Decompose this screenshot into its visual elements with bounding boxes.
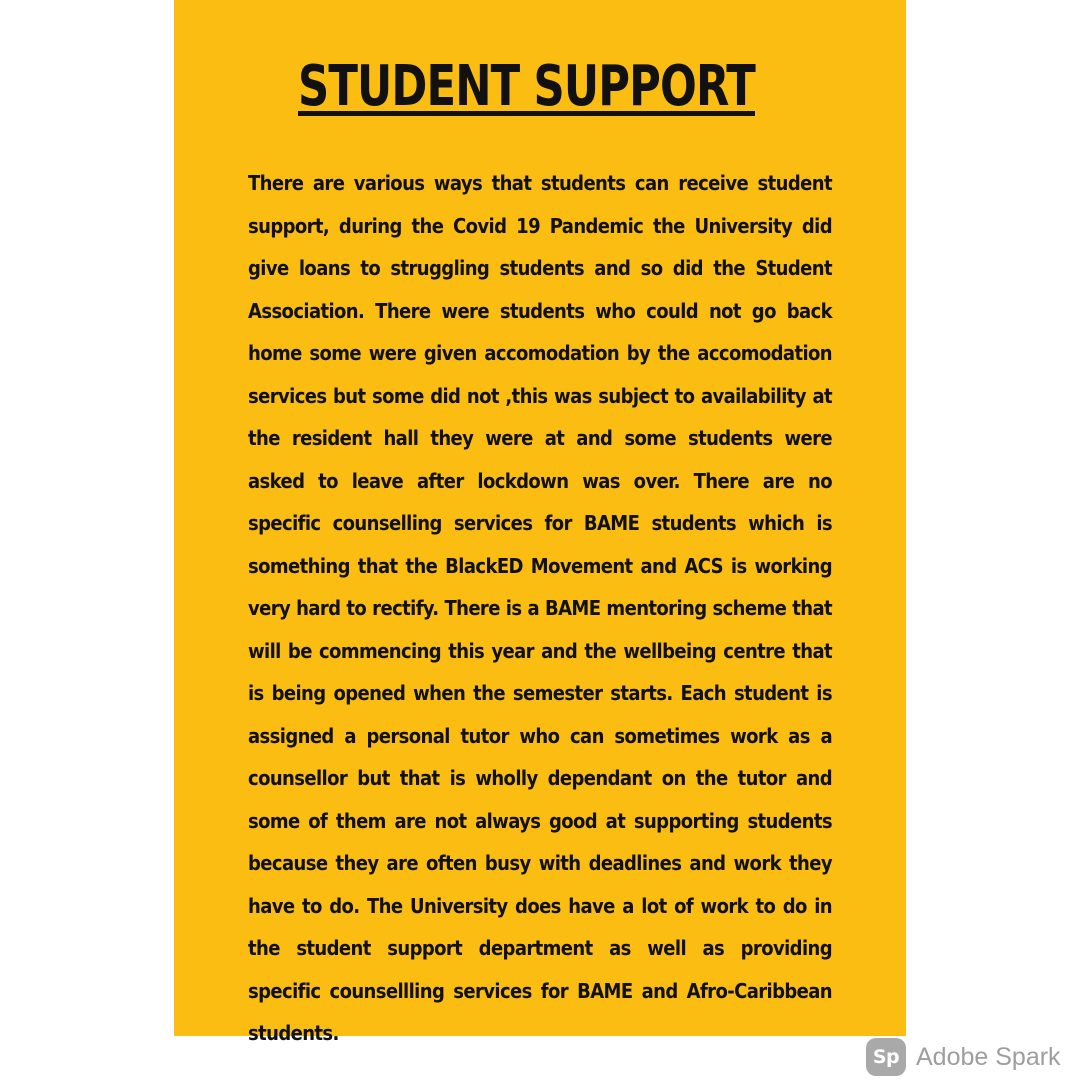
- adobe-spark-watermark: [866, 1038, 1061, 1076]
- body-text: There are various ways that students can receive student support, during the Covid 19 Pandemic the University did give loans to struggling students and so did the Student Association. There were students who could not go back home some were given accomodation by the accomodation services but some did not ,this was subject to availability at the resident hall they were at and some students were asked to leave after lockdown was over. There are no specific counselling services for BAME students which is something that the BlackED Movement and ACS is working very hard to rectify. There is a BAME mentoring scheme that will be commencing this year and the wellbeing centre that is being opened when the semester starts. Each student is assigned a personal tutor who can sometimes work as a counsellor but that is wholly dependant on the tutor and some of them are not always good at supporting students because they are often busy with deadlines and work they have to do. The University does have a lot of work to do in the student support department as well as providing specific counsellling services for BAME and Afro-Caribbean students.: [248, 171, 832, 1045]
- watermark-label: Adobe Spark: [916, 1042, 1061, 1071]
- page-title: STUDENT SUPPORT: [298, 54, 755, 119]
- adobe-spark-logo-icon: Sp: [866, 1038, 906, 1076]
